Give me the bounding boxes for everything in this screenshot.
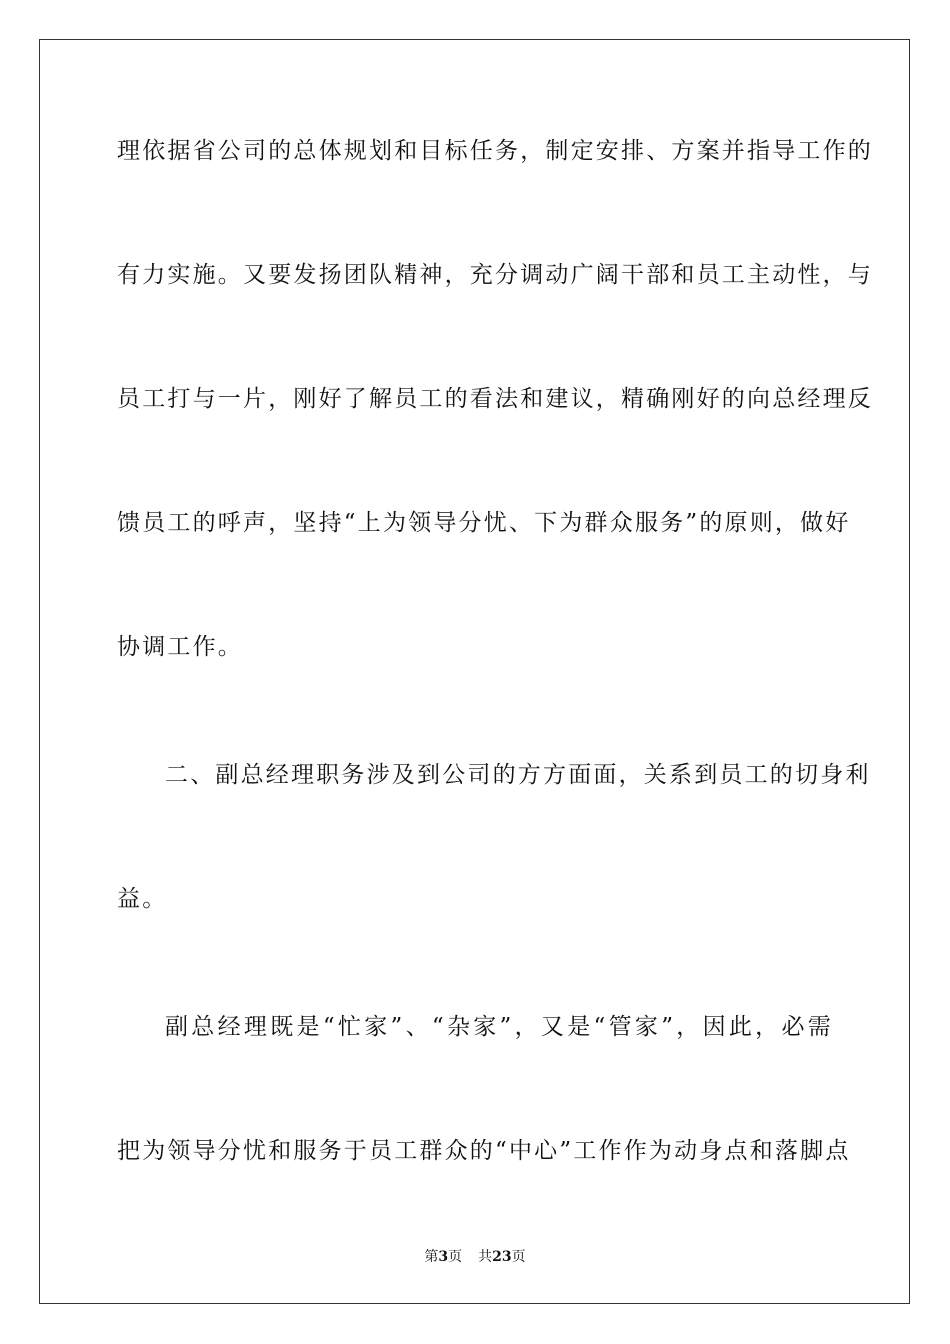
footer-total-suffix: 页: [511, 1249, 526, 1265]
footer-total-prefix: 共: [478, 1249, 493, 1265]
paragraph-start-line: 副总经理既是“忙家”、“杂家”，又是“管家”，因此，必需: [165, 1014, 833, 1040]
footer-page-total: 23: [492, 1249, 512, 1265]
body-text-line: 把为领导分忧和服务于员工群众的“中心”工作作为动身点和落脚点: [117, 1138, 851, 1164]
body-text-line: 理依据省公司的总体规划和目标任务，制定安排、方案并指导工作的: [117, 138, 873, 164]
section-heading-line: 二、副总经理职务涉及到公司的方方面面，关系到员工的切身利: [165, 762, 871, 788]
footer-page-suffix: 页: [448, 1249, 463, 1265]
body-text-line: 协调工作。: [117, 634, 243, 660]
body-text-line: 有力实施。又要发扬团队精神，充分调动广阔干部和员工主动性，与: [117, 262, 873, 288]
body-text-line: 益。: [117, 886, 168, 912]
page-footer: [0, 1248, 950, 1266]
page-border: [39, 39, 910, 1304]
body-text-line: 员工打与一片，刚好了解员工的看法和建议，精确刚好的向总经理反: [117, 386, 873, 412]
footer-page-current: 3: [438, 1249, 449, 1265]
footer-page-prefix: 第: [424, 1249, 439, 1265]
body-text-line: 馈员工的呼声，坚持“上为领导分忧、下为群众服务”的原则，做好: [117, 510, 851, 536]
